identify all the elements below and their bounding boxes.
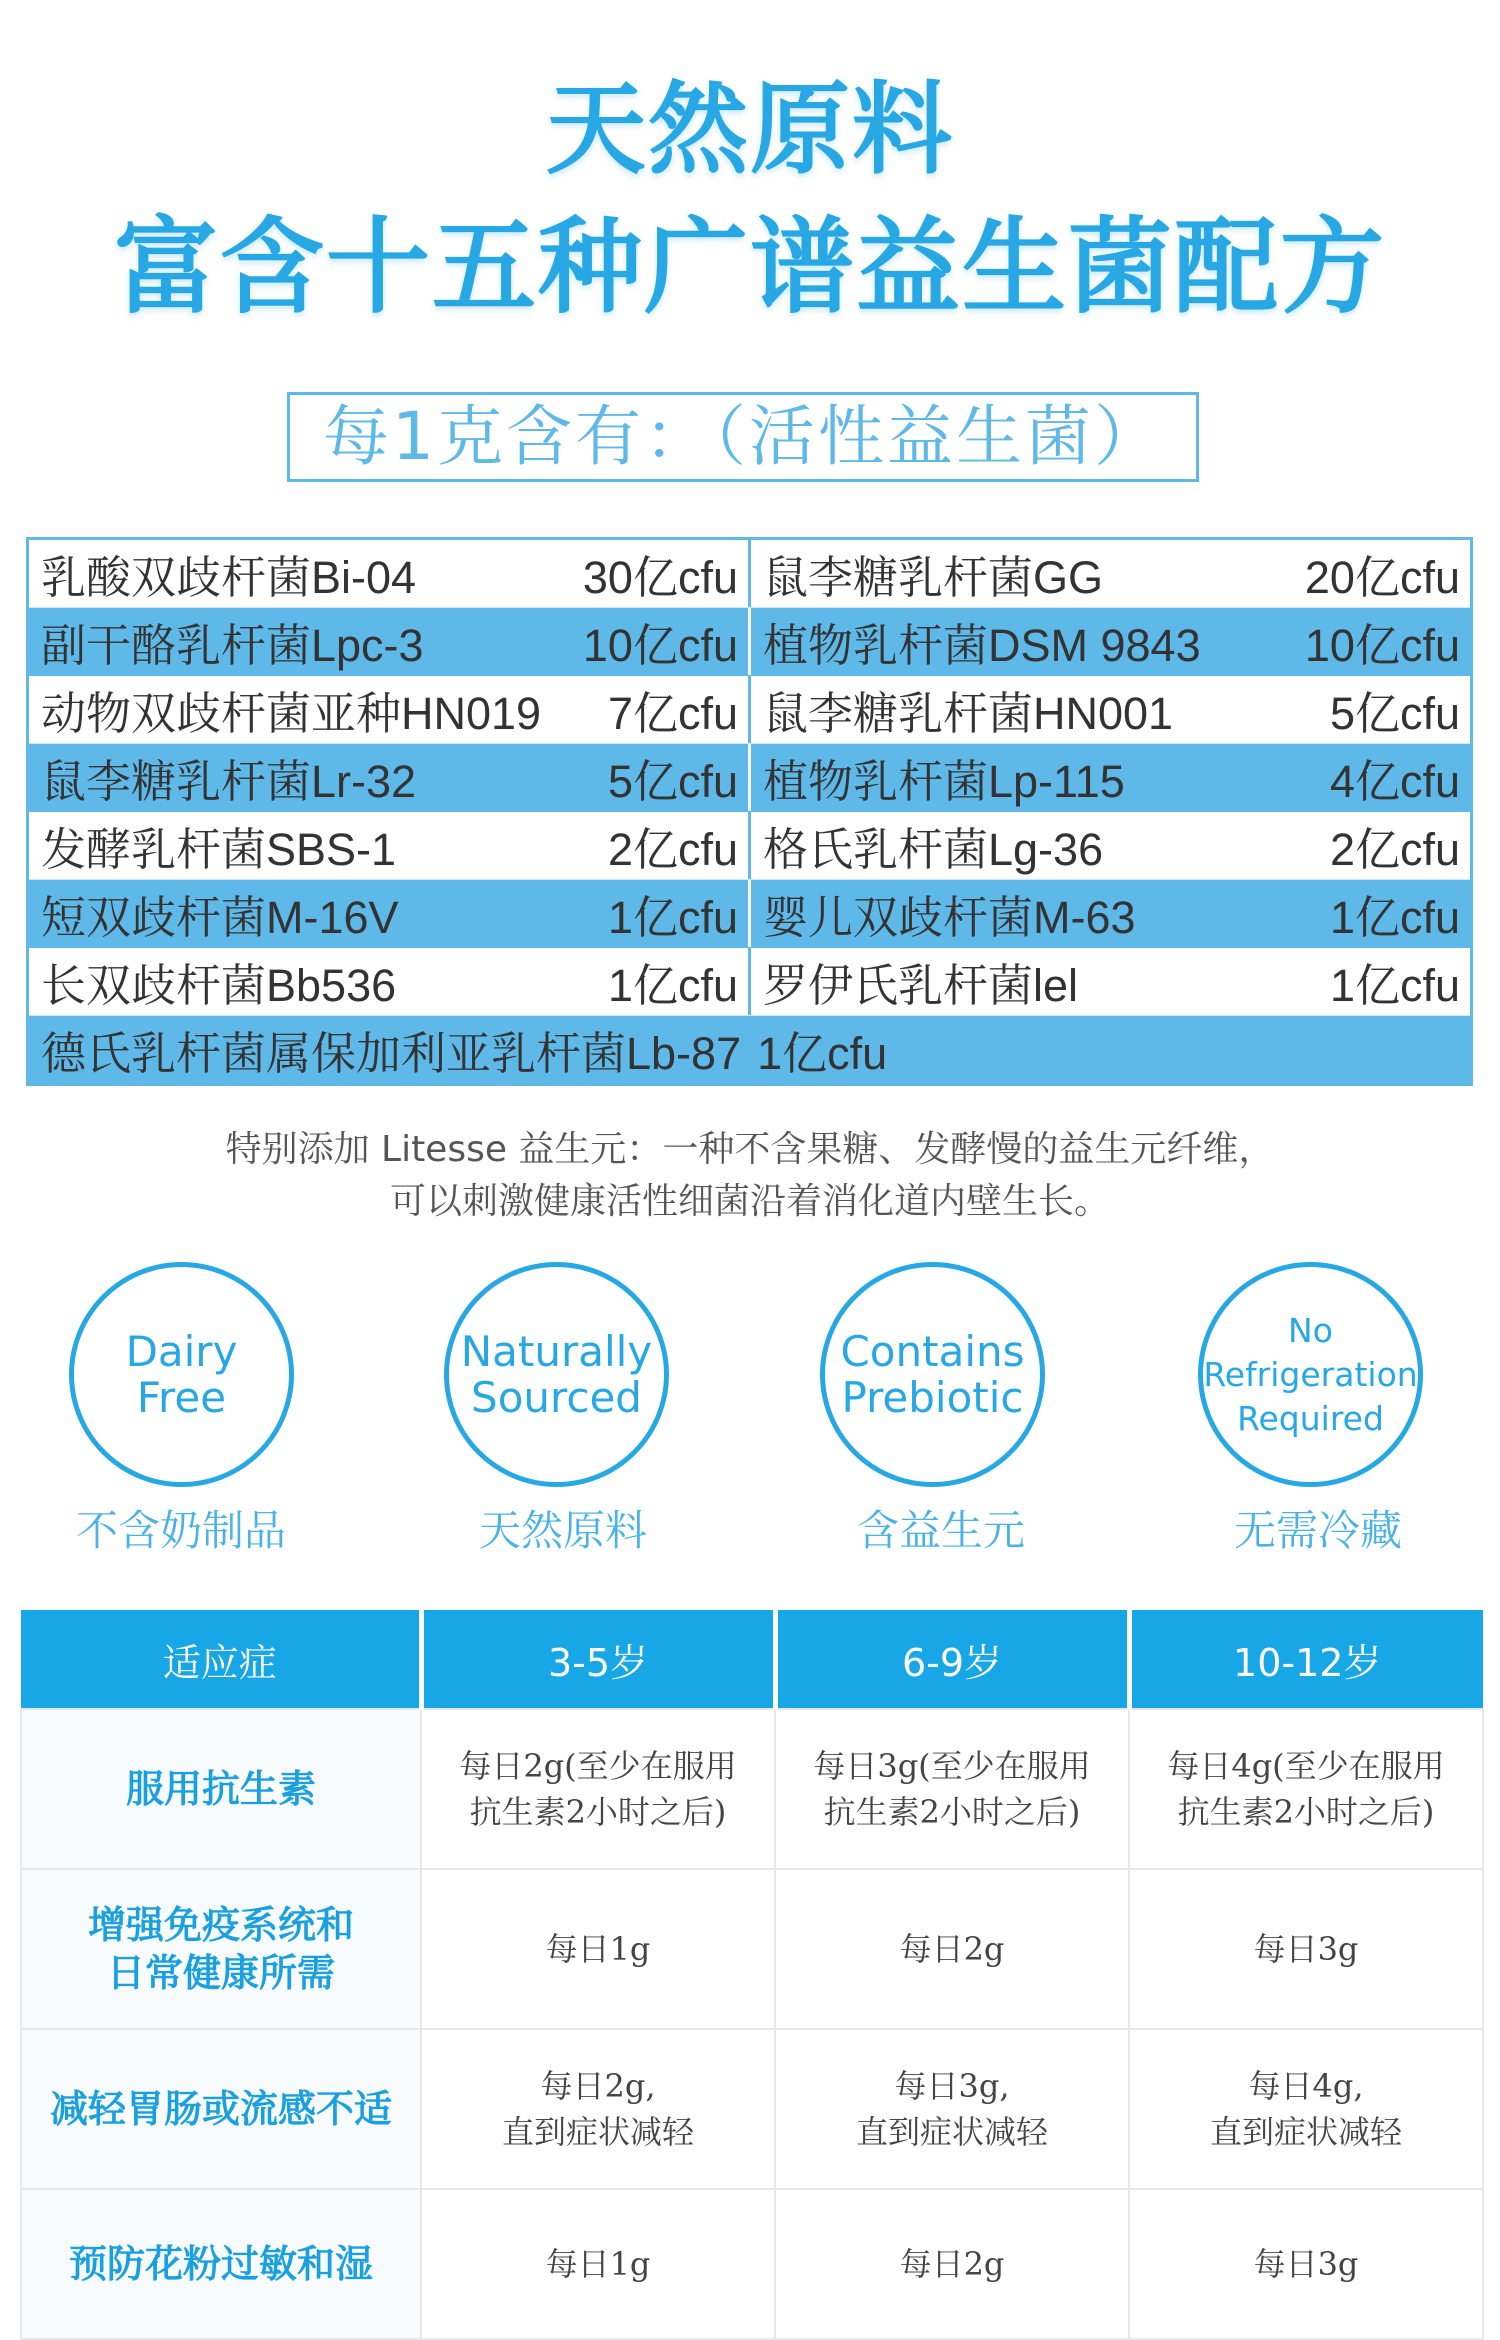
strain-amount: 30亿cfu: [582, 552, 738, 603]
strain-row: [29, 948, 1470, 1016]
strain-name: 植物乳杆菌DSM 9843: [763, 620, 1201, 671]
strain-cell: [29, 744, 748, 811]
dose-text: 抗生素2小时之后): [469, 1793, 727, 1831]
strain-cell: [29, 948, 748, 1015]
strain-row: [29, 744, 1470, 812]
badge-caption: 天然原料: [478, 1506, 647, 1555]
strain-name: 发酵乳杆菌SBS-1: [41, 824, 397, 875]
strain-cell: [748, 948, 1470, 1015]
badge-text: Prebiotic: [841, 1372, 1024, 1422]
badge-caption: 不含奶制品: [75, 1506, 286, 1555]
strain-row: [29, 608, 1470, 676]
strain-amount: 2亿cfu: [1329, 824, 1460, 875]
dosage-row: [21, 2029, 1483, 2189]
badge-text: Refrigeration: [1203, 1354, 1418, 1394]
badge-text: Required: [1237, 1398, 1384, 1438]
indication-text: 增强免疫系统和: [87, 1903, 354, 1947]
strain-name: 婴儿双歧杆菌M-63: [763, 892, 1136, 943]
dose-text: 每日1g: [545, 2245, 651, 2283]
strain-row: [29, 676, 1470, 744]
dosage-table: [20, 1610, 1484, 2340]
strain-name: 格氏乳杆菌Lg-36: [763, 824, 1104, 875]
dose-text: 每日3g: [1253, 2245, 1359, 2283]
strain-amount: 1亿cfu: [757, 1028, 888, 1079]
dose-text: 每日2g(至少在服用: [459, 1747, 737, 1785]
prebiotic-note-line2: 可以刺激健康活性细菌沿着消化道内壁生长。: [389, 1181, 1110, 1222]
badge-caption: 无需冷藏: [1233, 1506, 1402, 1555]
dose-cell: [775, 2029, 1129, 2189]
indication-text: 减轻胃肠或流感不适: [49, 2087, 392, 2131]
strain-amount: 20亿cfu: [1304, 552, 1460, 603]
strain-amount: 7亿cfu: [607, 688, 738, 739]
main-subtitle: 富含十五种广谱益生菌配方: [113, 206, 1386, 328]
dose-text: 每日4g(至少在服用: [1167, 1747, 1445, 1785]
dose-cell: [1129, 2029, 1483, 2189]
dose-cell: [421, 2029, 775, 2189]
badge-text: Sourced: [471, 1372, 642, 1422]
dosage-row: [21, 1869, 1483, 2029]
strain-name: 乳酸双歧杆菌Bi-04: [41, 552, 417, 603]
dose-cell: [775, 1869, 1129, 2029]
strain-cell: [29, 1016, 1470, 1083]
dosage-row: [21, 2189, 1483, 2339]
dose-cell: [1129, 1869, 1483, 2029]
indication-text: 服用抗生素: [125, 1767, 316, 1811]
dose-text: 直到症状减轻: [855, 2113, 1048, 2151]
dose-text: 直到症状减轻: [1209, 2113, 1402, 2151]
badge-text: Free: [136, 1372, 227, 1422]
dose-text: 每日3g: [1253, 1930, 1359, 1968]
strain-name: 短双歧杆菌M-16V: [41, 892, 399, 943]
contains-prebiotic-badge: [820, 1262, 1045, 1487]
strain-cell: [29, 812, 748, 879]
badge-caption: 含益生元: [856, 1506, 1025, 1555]
strain-row: [29, 1016, 1470, 1083]
strain-cell: [748, 744, 1470, 811]
strain-amount: 10亿cfu: [582, 620, 738, 671]
dose-text: 抗生素2小时之后): [823, 1793, 1081, 1831]
strain-amount: 2亿cfu: [607, 824, 738, 875]
dose-text: 每日2g,: [540, 2067, 656, 2105]
dose-text: 每日2g: [899, 2245, 1005, 2283]
badge-text: No: [1288, 1310, 1333, 1350]
naturally-sourced-badge: [444, 1262, 669, 1487]
strain-cell: [748, 676, 1470, 743]
strain-amount: 5亿cfu: [607, 756, 738, 807]
strain-name: 植物乳杆菌Lp-115: [763, 756, 1125, 807]
dose-cell: [775, 2189, 1129, 2339]
no-refrigeration-badge: [1198, 1262, 1423, 1487]
strain-amount: 10亿cfu: [1304, 620, 1460, 671]
dose-text: 每日3g(至少在服用: [813, 1747, 1091, 1785]
dose-cell: [775, 1709, 1129, 1869]
strain-cell: [29, 880, 748, 947]
strain-name: 鼠李糖乳杆菌HN001: [763, 688, 1174, 739]
indication-cell: [21, 1869, 421, 2029]
strain-name: 长双歧杆菌Bb536: [41, 960, 397, 1011]
dose-text: 抗生素2小时之后): [1177, 1793, 1435, 1831]
strain-amount: 4亿cfu: [1329, 756, 1460, 807]
strain-table: [26, 537, 1473, 1086]
dose-text: 每日4g,: [1248, 2067, 1364, 2105]
dose-text: 每日1g: [545, 1930, 651, 1968]
strain-name: 动物双歧杆菌亚种HN019: [41, 688, 542, 739]
badge-text: Naturally: [460, 1326, 653, 1376]
strain-name: 副干酪乳杆菌Lpc-3: [41, 620, 424, 671]
indication-text: 日常健康所需: [106, 1951, 335, 1995]
strain-name: 罗伊氏乳杆菌lel: [763, 960, 1079, 1011]
badge-text: Contains: [840, 1326, 1025, 1376]
strain-row: [29, 880, 1470, 948]
strain-amount: 1亿cfu: [607, 892, 738, 943]
header-age-10-12: 10-12岁: [1129, 1610, 1483, 1709]
strain-cell: [748, 880, 1470, 947]
strain-name: 德氏乳杆菌属保加利亚乳杆菌Lb-87: [41, 1028, 742, 1079]
strain-cell: [748, 540, 1470, 607]
dose-cell: [1129, 1709, 1483, 1869]
strain-cell: [29, 608, 748, 675]
dose-cell: [421, 1869, 775, 2029]
dose-text: 直到症状减轻: [501, 2113, 694, 2151]
dose-cell: [421, 1709, 775, 1869]
dairy-free-badge: [69, 1262, 294, 1487]
strain-cell: [29, 540, 748, 607]
strain-amount: 1亿cfu: [1329, 960, 1460, 1011]
prebiotic-note-line1: 特别添加 Litesse 益生元：一种不含果糖、发酵慢的益生元纤维，: [225, 1129, 1275, 1170]
indication-cell: [21, 1709, 421, 1869]
indication-cell: [21, 2189, 421, 2339]
strain-cell: [748, 608, 1470, 675]
dose-text: 每日3g,: [894, 2067, 1010, 2105]
per-gram-label: 每1克含有：（活性益生菌）: [287, 392, 1199, 482]
dosage-header-row: [21, 1610, 1483, 1709]
dose-text: 每日2g: [899, 1930, 1005, 1968]
header-age-6-9: 6-9岁: [775, 1610, 1129, 1709]
dosage-row: [21, 1709, 1483, 1869]
dose-cell: [421, 2189, 775, 2339]
strain-row: [29, 540, 1470, 608]
indication-cell: [21, 2029, 421, 2189]
strain-row: [29, 812, 1470, 880]
indication-text: 预防花粉过敏和湿: [68, 2242, 373, 2286]
dose-cell: [1129, 2189, 1483, 2339]
header-age-3-5: 3-5岁: [421, 1610, 775, 1709]
strain-name: 鼠李糖乳杆菌GG: [763, 552, 1104, 603]
strain-name: 鼠李糖乳杆菌Lr-32: [41, 756, 417, 807]
strain-amount: 5亿cfu: [1329, 688, 1460, 739]
main-title: 天然原料: [546, 71, 954, 188]
strain-amount: 1亿cfu: [607, 960, 738, 1011]
header-indication: 适应症: [21, 1610, 421, 1709]
strain-amount: 1亿cfu: [1329, 892, 1460, 943]
strain-cell: [29, 676, 748, 743]
badge-text: Dairy: [125, 1326, 238, 1376]
strain-cell: [748, 812, 1470, 879]
